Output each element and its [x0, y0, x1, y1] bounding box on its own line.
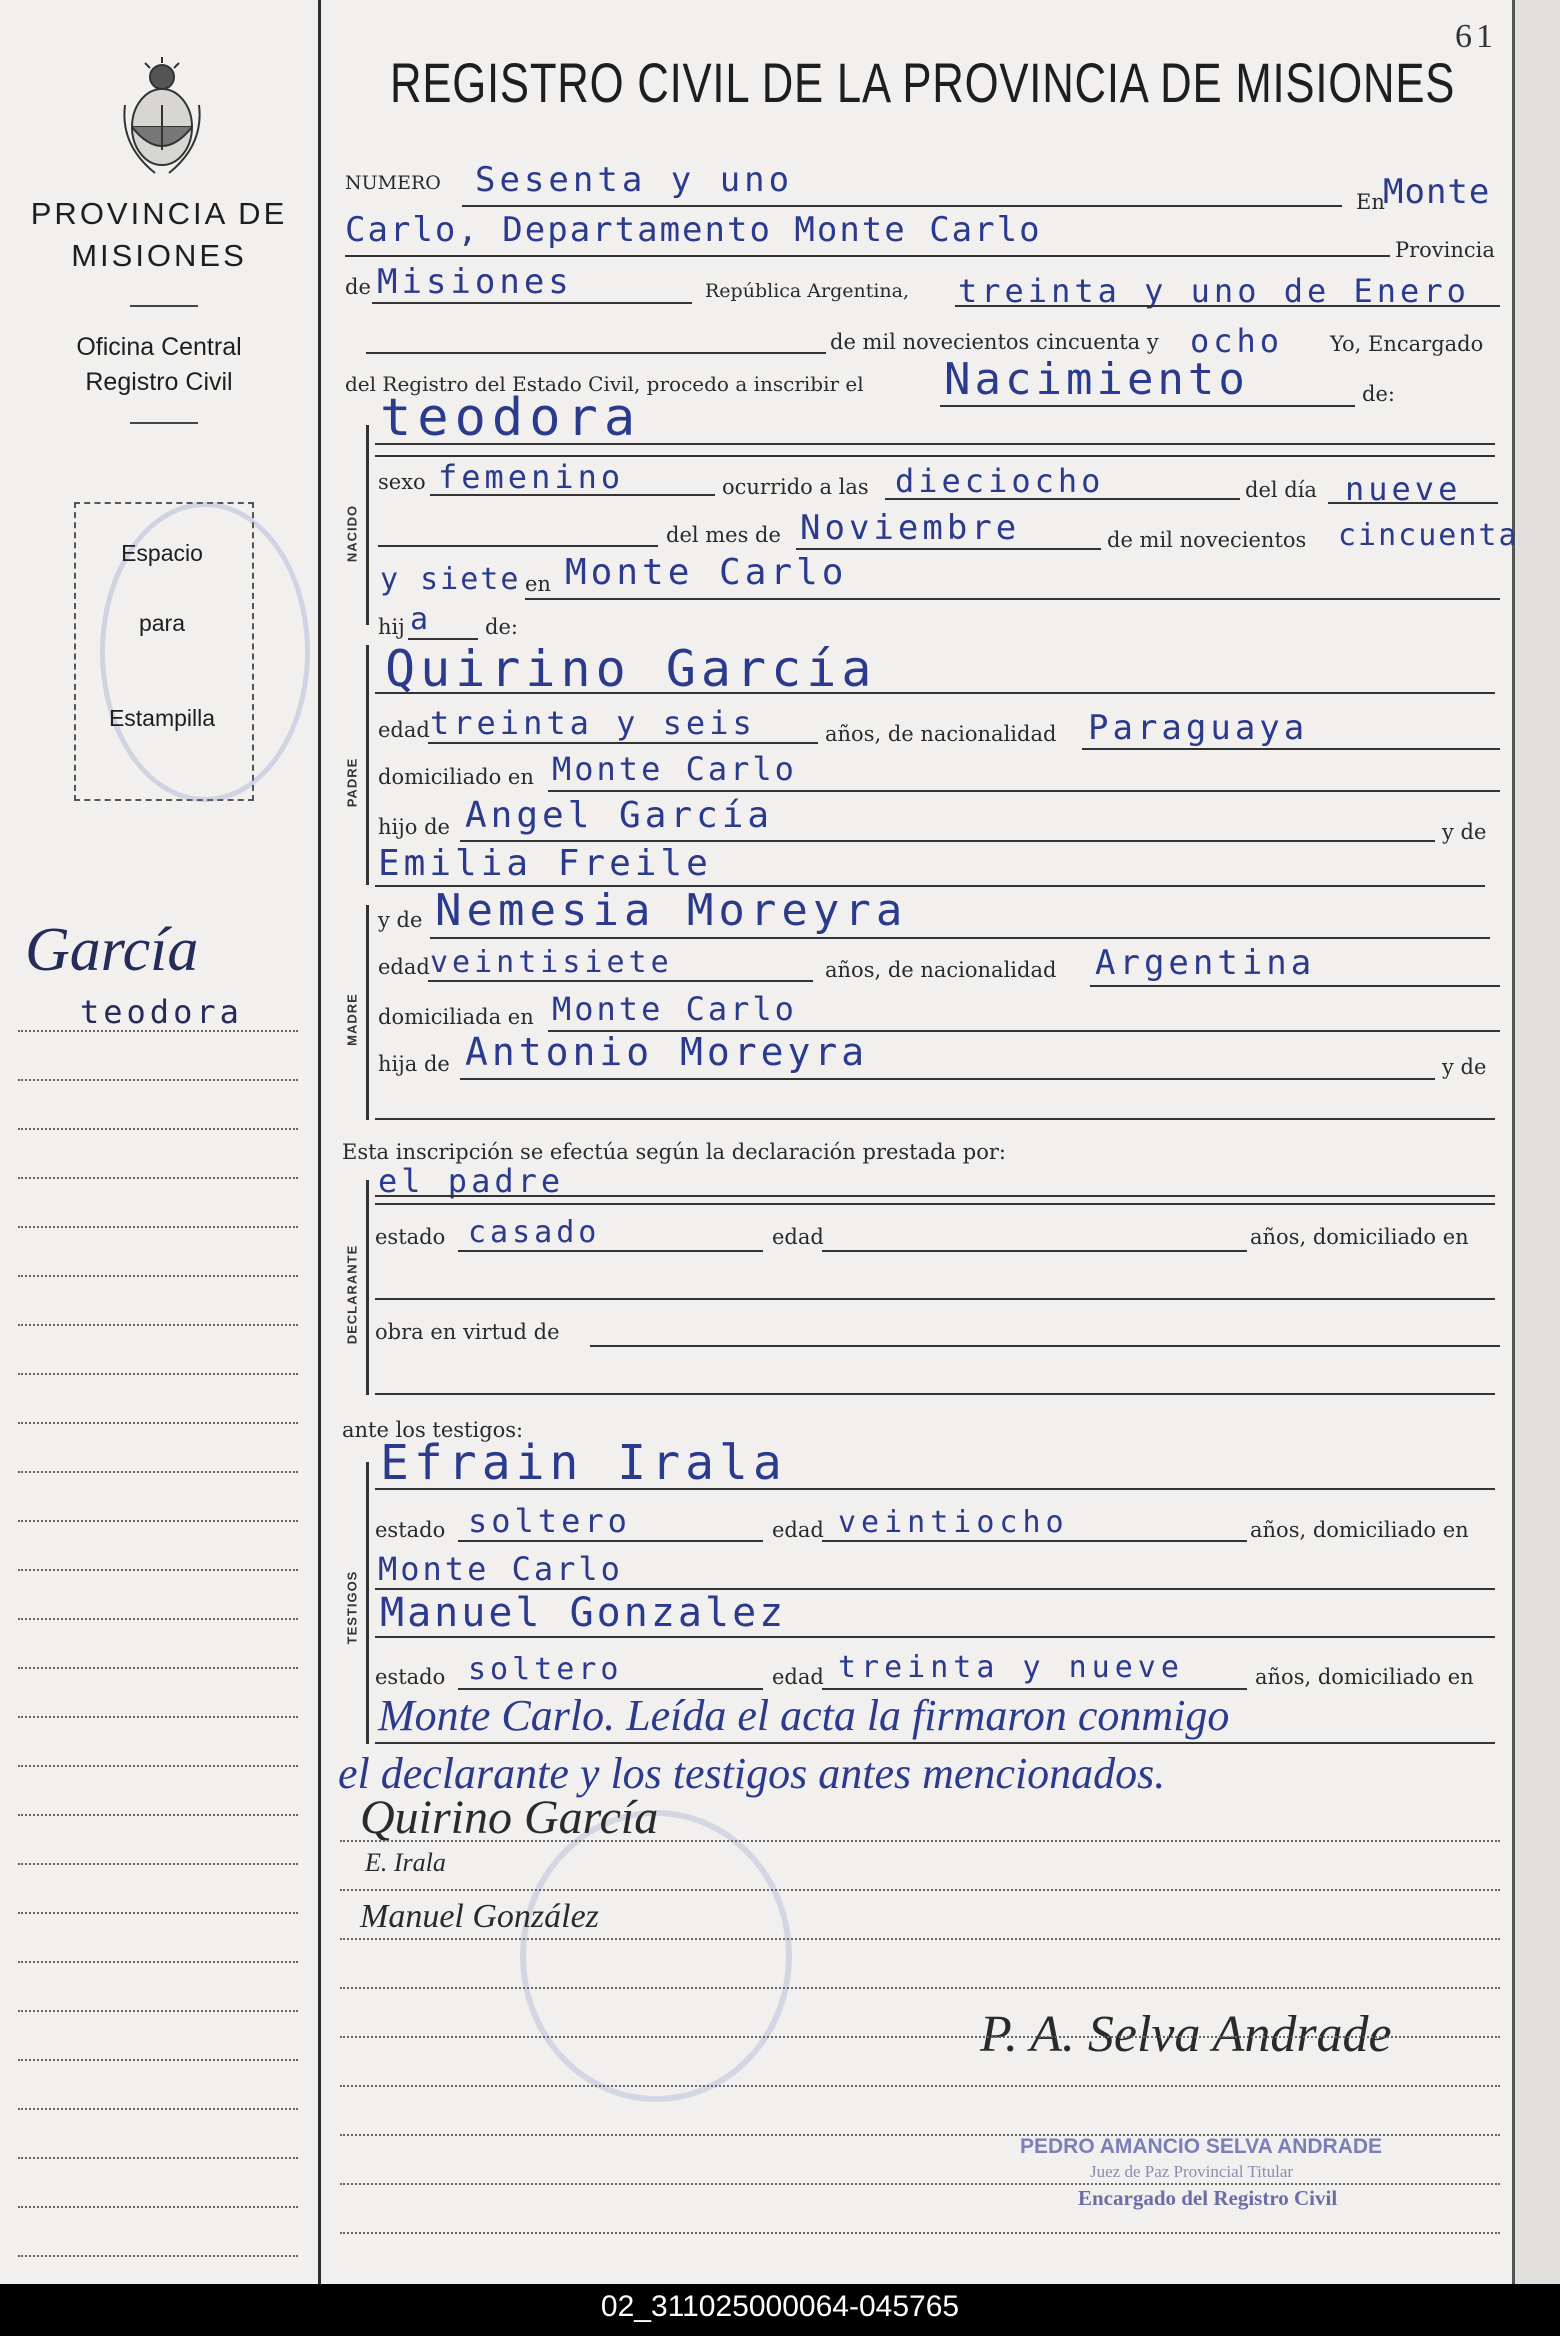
month-value: Noviembre: [800, 508, 1021, 548]
maternal-grandfather: Antonio Moreyra: [465, 1030, 869, 1074]
section-bracket: [366, 1180, 377, 1395]
father-residence: Monte Carlo: [552, 750, 797, 788]
margin-ruling: [18, 1863, 298, 1865]
birth-year-value-2: y siete: [380, 562, 521, 597]
rule: [372, 302, 692, 304]
rule: [462, 205, 1342, 207]
rule: [1082, 748, 1500, 750]
officer-role: Juez de Paz Provincial Titular: [1090, 2162, 1294, 2181]
margin-ruling: [18, 1275, 298, 1277]
mil-label: de mil novecientos cincuenta y: [830, 330, 1159, 354]
date-value: treinta y uno de Enero: [958, 272, 1470, 310]
rule: [366, 352, 826, 354]
hijo-de-label: hijo de: [378, 815, 450, 839]
witness1-residence: Monte Carlo: [378, 1550, 623, 1588]
rule: [590, 1345, 1500, 1347]
rule: [375, 455, 1495, 457]
republica-label: República Argentina,: [705, 280, 910, 302]
declarant-value: el padre: [378, 1162, 565, 1200]
sex-value: femenino: [438, 458, 625, 496]
body-ruling: [340, 1889, 1500, 1891]
margin-ruling: [18, 2059, 298, 2061]
margin-ruling: [18, 1716, 298, 1718]
signature-witness1: E. Irala: [365, 1848, 446, 1877]
section-bracket: [366, 905, 377, 1120]
office-label-2: Registro Civil: [85, 368, 233, 396]
edad-label: edad: [378, 718, 430, 742]
margin-name: teodora: [80, 993, 243, 1031]
witness1-status: soltero: [468, 1502, 631, 1540]
place-value: Monte: [1383, 172, 1491, 212]
rule: [458, 1250, 763, 1252]
closing-line-2: el declarante y los testigos antes mencionados.: [338, 1749, 1166, 1798]
body-ruling: [340, 2183, 1500, 2185]
y-de-m-label: y de: [1442, 1055, 1487, 1079]
signature-officer: P. A. Selva Andrade: [980, 2006, 1392, 2063]
padre-section-label: PADRE: [344, 757, 360, 808]
rule: [375, 1203, 1495, 1205]
del-mes-label: del mes de: [666, 523, 781, 547]
rule: [430, 494, 715, 496]
mother-nationality: Argentina: [1095, 943, 1316, 983]
margin-ruling: [18, 1128, 298, 1130]
del-dia-label: del día: [1245, 478, 1317, 502]
father-name: Quirino García: [385, 640, 877, 698]
stamp-label-2: para: [138, 610, 186, 636]
nacido-section-label: NACIDO: [344, 504, 360, 563]
nacionalidad-label: años, de nacionalidad: [825, 722, 1057, 746]
margin-ruling: [18, 1079, 298, 1081]
rule: [345, 255, 1390, 257]
witness1-name: Efrain Irala: [380, 1435, 787, 1491]
margin-ruling: [18, 1226, 298, 1228]
witness2-status: soltero: [468, 1652, 623, 1687]
margin-ruling: [18, 2206, 298, 2208]
margin-ruling: [18, 1912, 298, 1914]
act-value: Nacimiento: [944, 354, 1249, 405]
signature-witness2: Manuel González: [360, 1898, 599, 1935]
body-ruling: [340, 2134, 1500, 2136]
y-de-mother-label: y de: [378, 908, 423, 932]
rule: [1328, 502, 1498, 504]
page-edge-shadow: [1515, 0, 1560, 2284]
rule: [375, 1488, 1495, 1490]
estado-label: estado: [375, 1225, 446, 1249]
stamp-label: Espacio: [121, 540, 203, 566]
time-value: dieciocho: [895, 462, 1105, 500]
rule: [525, 598, 1500, 600]
declaracion-label: Esta inscripción se efectúa según la declaración prestada por:: [342, 1140, 1006, 1164]
margin-ruling: [18, 1422, 298, 1424]
province-label-2: MISIONES: [71, 238, 247, 273]
ante-label: ante los testigos:: [342, 1418, 524, 1442]
rule: [378, 545, 658, 547]
rule: [885, 498, 1240, 500]
edad-decl-label: edad: [772, 1225, 824, 1249]
domiciliada-label: domiciliada en: [378, 1005, 534, 1029]
rule: [428, 980, 813, 982]
column-divider: [318, 0, 321, 2284]
domiciliado-label: domiciliado en: [378, 765, 534, 789]
declarant-status: casado: [468, 1215, 601, 1250]
estado-w1-label: estado: [375, 1518, 446, 1542]
place-value-2: Carlo, Departamento Monte Carlo: [345, 210, 1042, 250]
margin-ruling: [18, 1030, 298, 1032]
numero-value: Sesenta y uno: [475, 160, 794, 200]
registro-label: del Registro del Estado Civil, procedo a inscribir el: [345, 372, 864, 396]
anos-dom-w2-label: años, domiciliado en: [1255, 1665, 1474, 1689]
hija-de-label: hija de: [378, 1052, 450, 1076]
body-ruling: [340, 2085, 1500, 2087]
margin-ruling: [18, 1569, 298, 1571]
margin-ruling: [18, 1471, 298, 1473]
father-nationality: Paraguaya: [1088, 708, 1309, 748]
page-title: REGISTRO CIVIL DE LA PROVINCIA DE MISIONES: [390, 51, 1456, 114]
body-ruling: [340, 1938, 1500, 1940]
margin-ruling: [18, 1765, 298, 1767]
body-ruling: [340, 1840, 1500, 1842]
page-number: 61: [1455, 18, 1497, 55]
anos-dom-label: años, domiciliado en: [1250, 1225, 1469, 1249]
province-label: PROVINCIA DE: [30, 196, 288, 231]
rule: [955, 305, 1500, 307]
sexo-label: sexo: [378, 470, 426, 494]
en2-label: en: [525, 572, 551, 596]
rule: [375, 1195, 1495, 1197]
mother-age: veintisiete: [430, 945, 673, 980]
rule: [375, 1118, 1495, 1120]
officer-role-2: Encargado del Registro Civil: [1078, 2186, 1338, 2210]
de-label: de: [345, 275, 371, 299]
provincia-label: Provincia: [1395, 238, 1495, 262]
de-colon-label: de:: [1362, 382, 1395, 406]
hij-label: hij: [378, 615, 405, 639]
declarante-section-label: DECLARANTE: [344, 1244, 360, 1345]
margin-ruling: [18, 2108, 298, 2110]
official-seal: [520, 1810, 792, 2102]
en-label: En: [1356, 190, 1385, 214]
paternal-grandfather: Angel García: [465, 795, 774, 836]
birth-year-value: cincuenta: [1338, 518, 1519, 553]
margin-ruling: [18, 1667, 298, 1669]
margin-ruling: [18, 1961, 298, 1963]
office-label: Oficina Central: [76, 333, 242, 361]
rule: [430, 937, 1490, 939]
officer-name: PEDRO AMANCIO SELVA ANDRADE: [1020, 2135, 1383, 2158]
rule: [460, 840, 1435, 842]
margin-ruling: [18, 1520, 298, 1522]
anos-dom-w1-label: años, domiciliado en: [1250, 1518, 1469, 1542]
witness1-age: veintiocho: [838, 1505, 1069, 1540]
rule: [428, 742, 818, 744]
closing-line-1: Monte Carlo. Leída el acta la firmaron conmigo: [378, 1691, 1230, 1740]
nacionalidad-mother-label: años, de nacionalidad: [825, 958, 1057, 982]
hij-suffix: a: [410, 602, 433, 637]
margin-surname: García: [25, 916, 199, 984]
body-ruling: [340, 1987, 1500, 1989]
witness2-name: Manuel Gonzalez: [380, 1590, 787, 1636]
rule: [940, 405, 1355, 407]
margin-ruling: [18, 1373, 298, 1375]
rule: [375, 1298, 1495, 1300]
y-de-label: y de: [1442, 820, 1487, 844]
year-value: ocho: [1190, 322, 1284, 360]
birth-place-value: Monte Carlo: [565, 552, 848, 593]
rule: [375, 692, 1495, 694]
margin-ruling: [18, 1814, 298, 1816]
rule: [458, 1540, 763, 1542]
body-ruling: [340, 2036, 1500, 2038]
day-value: nueve: [1345, 470, 1462, 508]
estado-w2-label: estado: [375, 1665, 446, 1689]
father-age: treinta y seis: [430, 704, 756, 742]
rule: [822, 1540, 1247, 1542]
rule: [375, 443, 1495, 445]
body-ruling: [340, 2232, 1500, 2234]
de2-label: de:: [485, 615, 518, 639]
rule: [375, 1393, 1495, 1395]
yo-label: Yo, Encargado: [1330, 332, 1484, 356]
rule: [548, 790, 1500, 792]
signature-father: Quirino García: [360, 1791, 659, 1844]
coat-of-arms-icon: [115, 55, 209, 183]
rule: [460, 1078, 1435, 1080]
obra-label: obra en virtud de: [375, 1320, 560, 1344]
separator: [130, 305, 198, 307]
margin-ruling: [18, 2010, 298, 2012]
margin-ruling: [18, 2255, 298, 2257]
rule: [796, 548, 1101, 550]
madre-section-label: MADRE: [344, 993, 360, 1046]
margin-ruling: [18, 1177, 298, 1179]
section-bracket: [366, 645, 377, 885]
edad-w1-label: edad: [772, 1518, 824, 1542]
stamp-label-3: Estampilla: [108, 705, 216, 731]
margin-ruling: [18, 1324, 298, 1326]
separator: [130, 422, 198, 424]
rule: [1090, 985, 1500, 987]
child-name: teodora: [380, 388, 642, 448]
province-value: Misiones: [377, 262, 573, 302]
paternal-grandmother: Emilia Freile: [378, 843, 712, 884]
edad-w2-label: edad: [772, 1665, 824, 1689]
mother-name: Nemesia Moreyra: [435, 885, 908, 936]
edad-mother-label: edad: [378, 955, 430, 979]
ocurrido-label: ocurrido a las: [722, 475, 869, 499]
witness2-age: treinta y nueve: [838, 1650, 1184, 1685]
margin-ruling: [18, 2157, 298, 2159]
numero-label: NUMERO: [345, 172, 441, 194]
testigos-section-label: TESTIGOS: [344, 1570, 360, 1645]
mother-residence: Monte Carlo: [552, 990, 797, 1028]
footer-id: 02_311025000064-045765: [600, 2290, 960, 2323]
rule: [375, 1636, 1495, 1638]
mil2-label: de mil novecientos: [1107, 528, 1307, 552]
rule: [375, 1742, 1495, 1744]
section-bracket: [366, 1462, 377, 1744]
margin-ruling: [18, 1618, 298, 1620]
rule: [822, 1250, 1247, 1252]
